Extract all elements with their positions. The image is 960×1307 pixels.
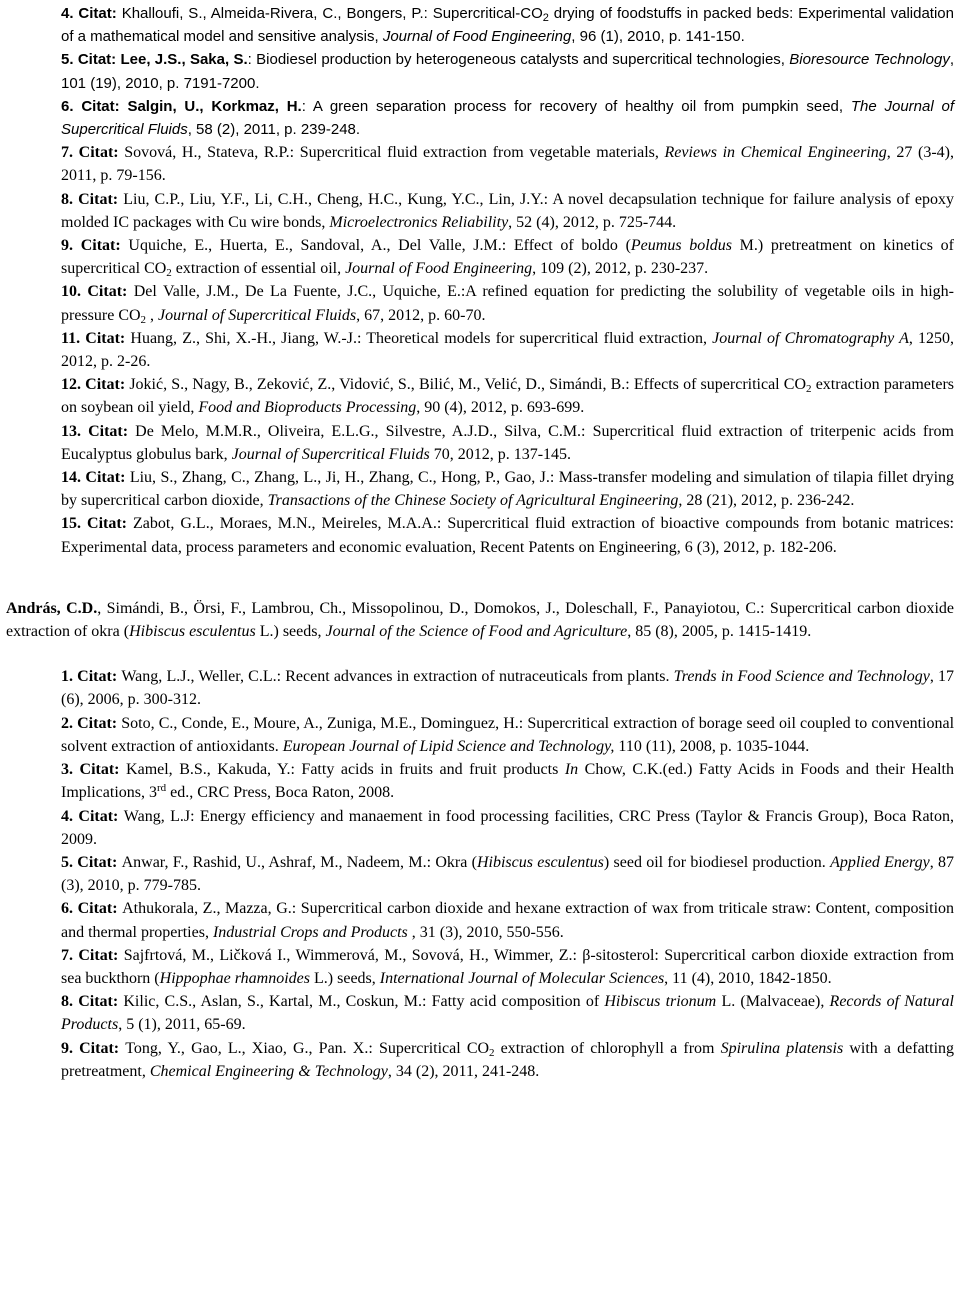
text-run: , 52 (4), 2012, p. 725-744. bbox=[508, 213, 677, 231]
text-run: Chow, C.K.(ed.) Fatty Acids in Foods and their Health Implications, 3 bbox=[61, 761, 954, 802]
text-run: Liu, C.P., Liu, Y.F., Li, C.H., Cheng, H.C., Kung, Y.C., Lin, J.Y.: A novel decapsulation technique for failure analysis of epoxy molded IC packages with Cu wire bonds, bbox=[61, 190, 955, 231]
citation-item bbox=[6, 712, 954, 758]
citation-item bbox=[6, 234, 954, 280]
citation-number: 7. bbox=[61, 144, 73, 162]
citation-item bbox=[6, 373, 954, 419]
citation-item bbox=[6, 48, 954, 94]
citation-item bbox=[6, 95, 954, 141]
text-run: , 5 (1), 2011, 65-69. bbox=[118, 1016, 246, 1034]
text-run: with a defatting pretreatment, bbox=[61, 1039, 955, 1080]
text-run: L. (Malvaceae), bbox=[716, 993, 830, 1011]
text-run: Jokić, S., Nagy, B., Zeković, Z., Vidović, S., Bilić, M., Velić, D., Simándi, B.: Effects of supercritical CO bbox=[129, 376, 807, 394]
text-run: , 1250, 2012, p. 2-26. bbox=[61, 329, 954, 371]
text-run: Soto, C., Conde, E., Moure, A., Zuniga, M.E., Dominguez, H.: Supercritical extraction of borage seed oil coupled to conventional solvent extraction of antioxidants. bbox=[61, 714, 955, 755]
text-run: Sovová, H., Stateva, R.P.: Supercritical fluid extraction from vegetable materials, bbox=[124, 144, 665, 162]
text-run: Citat: bbox=[73, 144, 125, 162]
citation-number: 6. bbox=[61, 97, 74, 115]
text-run: Hibiscus trionum bbox=[604, 993, 717, 1011]
text-run: , 28 (21), 2012, p. 236-242. bbox=[678, 492, 855, 510]
text-run: András, C.D. bbox=[6, 599, 98, 617]
text-run: ed., CRC Press, Boca Raton, 2008. bbox=[166, 784, 395, 802]
text-run: Records of Natural Products bbox=[61, 993, 955, 1034]
citation-number: 12. bbox=[61, 376, 81, 394]
text-run: Citat: bbox=[73, 237, 129, 255]
citation-item bbox=[6, 1037, 954, 1083]
main-reference-b bbox=[6, 597, 954, 643]
text-run: Spirulina platensis bbox=[720, 1039, 844, 1057]
text-run: Food and Bioproducts Processing bbox=[198, 399, 417, 417]
text-run: , 17 (6), 2006, p. 300-312. bbox=[61, 668, 955, 709]
text-run: Citat: bbox=[73, 807, 124, 825]
citation-item bbox=[6, 327, 954, 373]
text-run: , 101 (19), 2010, p. 7191-7200. bbox=[61, 51, 954, 92]
citation-item bbox=[6, 420, 954, 466]
text-run: Uquiche, E., Huerta, E., Sandoval, A., Del Valle, J.M.: Effect of boldo ( bbox=[128, 237, 631, 255]
text-run: Kilic, C.S., Aslan, S., Kartal, M., Coskun, M.: Fatty acid composition of bbox=[123, 993, 605, 1011]
citation-number: 4. bbox=[61, 5, 74, 22]
text-run: Citat: bbox=[73, 993, 124, 1011]
citation-number: 8. bbox=[61, 190, 73, 208]
text-run: , bbox=[146, 306, 159, 324]
text-run: Hibiscus esculentus bbox=[129, 623, 256, 641]
text-run: 2 bbox=[542, 12, 549, 24]
text-run: Citat: bbox=[80, 329, 131, 347]
text-run: , 58 (2), 2011, p. 239-248. bbox=[187, 121, 361, 139]
citation-item bbox=[6, 851, 954, 897]
text-run: Journal of Supercritical Fluids bbox=[231, 445, 430, 463]
text-run: Huang, Z., Shi, X.-H., Jiang, W.-J.: Theoretical models for supercritical fluid extraction, bbox=[130, 329, 713, 347]
citation-item bbox=[6, 512, 954, 558]
text-run: Reviews in Chemical Engineering bbox=[664, 144, 887, 162]
text-run: L.) seeds, bbox=[310, 969, 380, 987]
text-run: , 96 (1), 2010, p. 141-150. bbox=[571, 28, 745, 46]
text-run: Lee, J.S., Saka, S. bbox=[120, 51, 248, 69]
text-run: , 85 (8), 2005, p. 1415-1419. bbox=[627, 623, 812, 641]
text-run: Tong, Y., Gao, L., Xiao, G., Pan. X.: Supercritical CO bbox=[125, 1039, 490, 1057]
text-run: Transactions of the Chinese Society of Agricultural Engineering bbox=[267, 492, 679, 510]
citation-number: 1. bbox=[61, 668, 73, 686]
text-run: , 90 (4), 2012, p. 693-699. bbox=[416, 399, 585, 417]
text-run: Peumus boldus bbox=[630, 237, 732, 255]
text-run: Hibiscus esculentus bbox=[476, 853, 604, 871]
text-run: 2 bbox=[489, 1046, 495, 1059]
text-run: Citat: bbox=[81, 283, 134, 301]
text-run: Anwar, F., Rashid, U., Ashraf, M., Nadeem, M.: Okra ( bbox=[121, 853, 477, 871]
citation-number: 10. bbox=[61, 283, 81, 301]
citation-item bbox=[6, 2, 954, 48]
citation-item bbox=[6, 944, 954, 990]
text-run: , 27 (3-4), 2011, p. 79-156. bbox=[61, 144, 954, 185]
text-run: extraction of essential oil, bbox=[171, 260, 346, 278]
text-run: Journal of the Science of Food and Agriculture bbox=[325, 623, 628, 641]
text-run: , 109 (2), 2012, p. 230-237. bbox=[532, 260, 709, 278]
text-run: rd bbox=[156, 782, 167, 795]
citation-item bbox=[6, 665, 954, 711]
citation-number: 6. bbox=[61, 900, 73, 918]
text-run: 2 bbox=[806, 383, 812, 396]
text-run: Applied Energy bbox=[830, 853, 930, 871]
text-run: : Biodiesel production by heterogeneous catalysts and supercritical technologies, bbox=[247, 51, 790, 69]
text-run: Kamel, B.S., Kakuda, Y.: Fatty acids in fruits and fruit products bbox=[126, 761, 565, 779]
text-run: , 11 (4), 2010, 1842-1850. bbox=[664, 969, 832, 987]
text-run: Journal of Food Engineering bbox=[382, 28, 572, 46]
text-run: Liu, S., Zhang, C., Zhang, L., Ji, H., Zhang, C., Hong, P., Gao, J.: Mass-transfer modeling and simulation of tilapia fillet drying by supercritical carbon dioxide, bbox=[61, 469, 955, 510]
text-run: The Journal of Supercritical Fluids bbox=[61, 97, 954, 139]
text-run: Citat: bbox=[81, 515, 134, 533]
text-run: Citat: bbox=[73, 1039, 126, 1057]
text-run: Industrial Crops and Products bbox=[212, 923, 408, 941]
text-run: Citat: bbox=[81, 469, 130, 487]
text-run: Citat: bbox=[73, 668, 122, 686]
citation-item bbox=[6, 466, 954, 512]
citation-number: 3. bbox=[61, 761, 73, 779]
citation-item bbox=[6, 141, 954, 187]
text-run: L.) seeds, bbox=[255, 623, 326, 641]
text-run: Citat: bbox=[73, 190, 124, 208]
citation-number: 7. bbox=[61, 946, 73, 964]
text-run: Zabot, G.L., Moraes, M.N., Meireles, M.A.A.: Supercritical fluid extraction of bioactive compounds from botanic matrices: Experimental data, process parameters and economic evaluation, Recent Patents on Engineering, 6 (3), 2012, p. 182-206. bbox=[61, 515, 954, 556]
text-run: 70, 2012, p. 137-145. bbox=[429, 445, 572, 463]
citation-number: 8. bbox=[61, 993, 73, 1011]
text-run: : A green separation process for recovery of healthy oil from pumpkin seed, bbox=[301, 97, 851, 115]
text-run: extraction parameters on soybean oil yield, bbox=[61, 376, 955, 417]
text-run: Salgin, U., Korkmaz, H. bbox=[127, 97, 302, 115]
citation-number: 13. bbox=[61, 422, 81, 440]
text-run: Sajfrtová, M., Ličková I., Wimmerová, M., Sovová, H., Wimmer, Z.: β-sitosterol: Supercritical carbon dioxide extraction from sea buckthorn ( bbox=[61, 946, 955, 987]
text-run: In bbox=[564, 761, 579, 779]
text-run: ) seed oil for biodiesel production. bbox=[603, 853, 831, 871]
citation-item bbox=[6, 188, 954, 234]
text-run: Citat: bbox=[73, 900, 123, 918]
citation-number: 9. bbox=[61, 237, 73, 255]
text-run: , 87 (3), 2010, p. 779-785. bbox=[61, 853, 955, 895]
text-run: Citat: bbox=[73, 946, 124, 964]
text-run: 110 (11), 2008, p. 1035-1044. bbox=[614, 737, 810, 755]
text-run: Bioresource Technology bbox=[789, 51, 950, 69]
text-run: Journal of Chromatography A bbox=[712, 329, 909, 347]
text-run: Citat: bbox=[81, 422, 136, 440]
citation-number: 4. bbox=[61, 807, 73, 825]
text-run: , 67, 2012, p. 60-70. bbox=[356, 306, 486, 324]
text-run: M.) pretreatment on kinetics of supercritical CO bbox=[61, 237, 954, 278]
text-run: Trends in Food Science and Technology bbox=[673, 668, 930, 686]
text-run: Hippophae rhamnoides bbox=[159, 969, 311, 987]
text-run: Citat: bbox=[73, 761, 127, 779]
main-reference-text bbox=[6, 597, 954, 643]
text-run: Citat: bbox=[73, 853, 122, 871]
citation-number: 11. bbox=[61, 329, 81, 347]
text-run: Citat: bbox=[73, 714, 122, 732]
citation-number: 9. bbox=[61, 1039, 73, 1057]
text-run: De Melo, M.M.R., Oliveira, E.L.G., Silvestre, A.J.D., Silva, C.M.: Supercritical fluid extraction of triterpenic acids from Eucalyptus globulus bark, bbox=[61, 422, 955, 463]
text-run: extraction of chlorophyll a from bbox=[494, 1039, 721, 1057]
text-run: , 31 (3), 2010, 550-556. bbox=[407, 923, 564, 941]
text-run: Khalloufi, S., Almeida-Rivera, C., Bongers, P.: Supercritical-CO bbox=[121, 5, 543, 22]
text-run: , 34 (2), 2011, 241-248. bbox=[387, 1062, 540, 1080]
text-run: Citat: bbox=[73, 5, 122, 22]
text-run: Athukorala, Z., Mazza, G.: Supercritical carbon dioxide and hexane extraction of wax from triticale straw: Content, composition and thermal properties, bbox=[61, 900, 955, 941]
text-run: , Simándi, B., Örsi, F., Lambrou, Ch., Missopolinou, D., Domokos, J., Doleschall, F., Panayiotou, C.: Supercritical carbon dioxide extraction of okra ( bbox=[6, 599, 955, 641]
text-run: 2 bbox=[140, 313, 147, 326]
citation-item bbox=[6, 805, 954, 851]
citation-item bbox=[6, 897, 954, 943]
text-run: Chemical Engineering & Technology bbox=[149, 1062, 388, 1080]
citation-number: 15. bbox=[61, 515, 81, 533]
text-run: drying of foodstuffs in packed beds: Experimental validation of a mathematical model and sensitive analysis, bbox=[61, 5, 954, 46]
text-run: Citat: bbox=[73, 51, 121, 69]
citation-list-a bbox=[6, 2, 954, 559]
citation-item bbox=[6, 280, 954, 326]
text-run: Del Valle, J.M., De La Fuente, J.C., Uquiche, E.:A refined equation for predicting the solubility of vegetable oils in high-pressure CO bbox=[61, 283, 955, 324]
text-run: Citat: bbox=[81, 376, 130, 394]
text-run: 2 bbox=[166, 267, 172, 280]
text-run: Journal of Supercritical Fluids bbox=[158, 306, 357, 324]
text-run: Citat: bbox=[73, 97, 128, 115]
text-run: Journal of Food Engineering bbox=[345, 260, 533, 278]
citation-list-b bbox=[6, 665, 954, 1083]
text-run: Wang, L.J., Weller, C.L.: Recent advances in extraction of nutraceuticals from plants. bbox=[121, 668, 674, 686]
citation-number: 14. bbox=[61, 469, 81, 487]
citation-item bbox=[6, 758, 954, 804]
text-run: International Journal of Molecular Sciences bbox=[379, 969, 665, 987]
citation-number: 2. bbox=[61, 714, 73, 732]
citation-number: 5. bbox=[61, 51, 74, 69]
citation-item bbox=[6, 990, 954, 1036]
text-run: Microelectronics Reliability bbox=[329, 213, 509, 231]
text-run: Wang, L.J: Energy efficiency and manaement in food processing facilities, CRC Press (Taylor & Francis Group), Boca Raton, 2009. bbox=[61, 807, 954, 848]
text-run: European Journal of Lipid Science and Technology, bbox=[282, 737, 615, 755]
citation-number: 5. bbox=[61, 853, 73, 871]
